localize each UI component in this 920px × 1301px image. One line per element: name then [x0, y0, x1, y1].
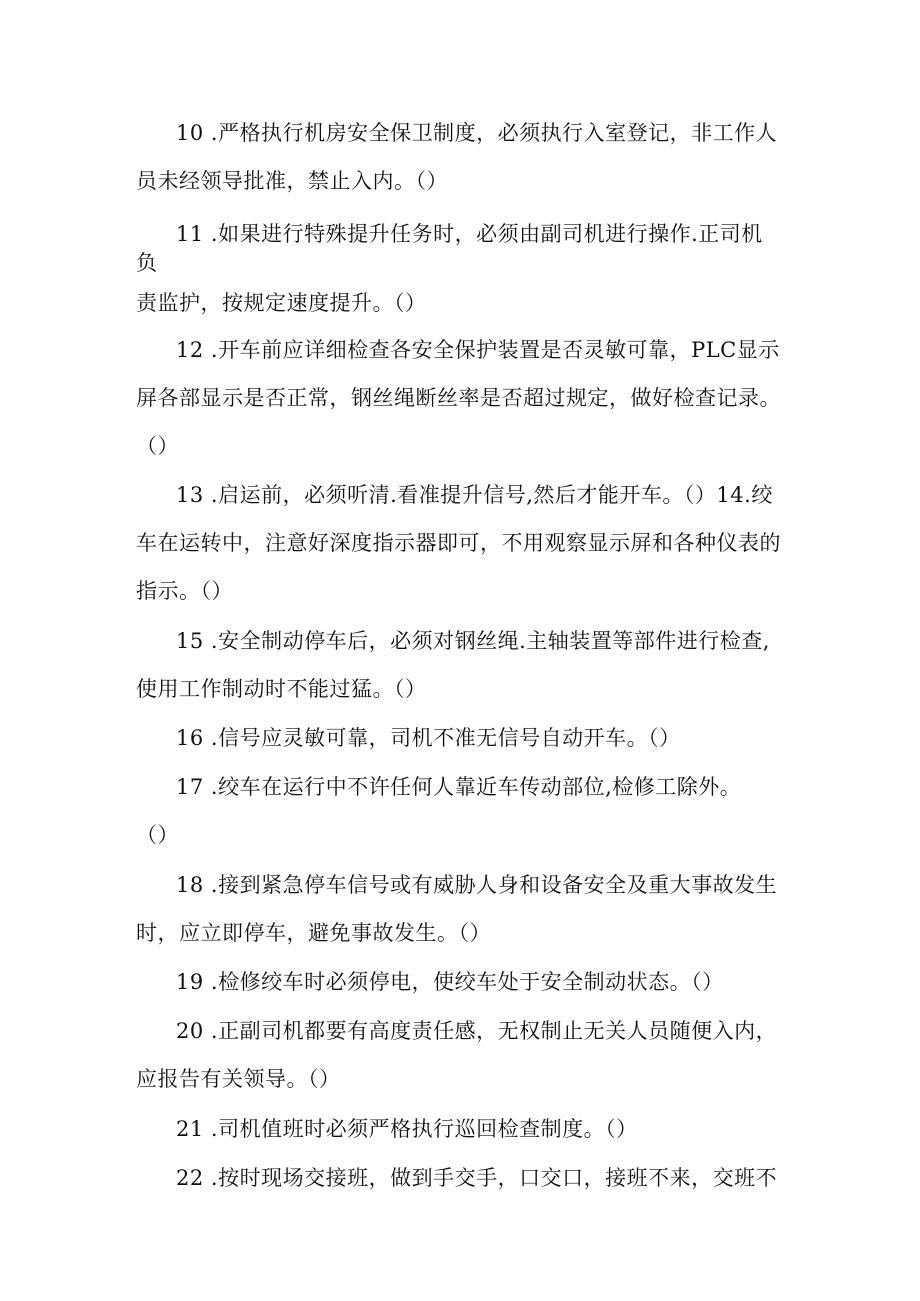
text-line: 17 .绞车在运行中不许任何人靠近车传动部位,检修工除外。 [176, 775, 742, 799]
text-line: 18 .接到紧急停车信号或有威胁人身和设备安全及重大事故发生 [176, 873, 778, 897]
text-line: 19 .检修绞车时必须停电，使绞车处于安全制动状态。（） [176, 970, 724, 994]
text-line: 使用工作制动时不能过猛。（） [136, 677, 427, 701]
text-line: 负 [136, 251, 158, 275]
text-line: 11 .如果进行特殊提升任务时，必须由副司机进行操作.正司机 [176, 222, 763, 246]
text-line: 责监护，按规定速度提升。（） [136, 291, 427, 315]
text-line: 员未经领导批准，禁止入内。（） [136, 169, 448, 193]
text-line: 20 .正副司机都要有高度责任感，无权制止无关人员随便入内， [176, 1019, 778, 1043]
text-line: 车在运转中，注意好深度指示器即可，不用观察显示屏和各种仪表的 [136, 531, 781, 555]
text-line: 22 .按时现场交接班，做到手交手，口交口，接班不来，交班不 [176, 1166, 778, 1190]
text-line: 时，应立即停车，避免事故发生。（） [136, 921, 491, 945]
text-line: 12 .开车前应详细检查各安全保护装置是否灵敏可靠，PLC显示 [176, 338, 780, 362]
text-line: 屏各部显示是否正常，钢丝绳断丝率是否超过规定，做好检查记录。 [136, 386, 781, 410]
text-line: 10 .严格执行机房安全保卫制度，必须执行入室登记，非工作人 [176, 121, 778, 145]
text-line: 21 .司机值班时必须严格执行巡回检查制度。（） [176, 1117, 638, 1141]
text-line: 15 .安全制动停车后，必须对钢丝绳.主轴装置等部件进行检查, [176, 629, 770, 653]
text-line: 指示。（） [136, 579, 233, 603]
text-line: 应报告有关领导。（） [136, 1067, 341, 1091]
text-line: 16 .信号应灵敏可靠，司机不准无信号自动开车。（） [176, 726, 681, 750]
text-line: 13 .启运前，必须听清.看准提升信号,然后才能开车。（）14.绞 [176, 483, 773, 507]
text-line: （） [136, 823, 179, 847]
text-line: （） [136, 434, 179, 458]
